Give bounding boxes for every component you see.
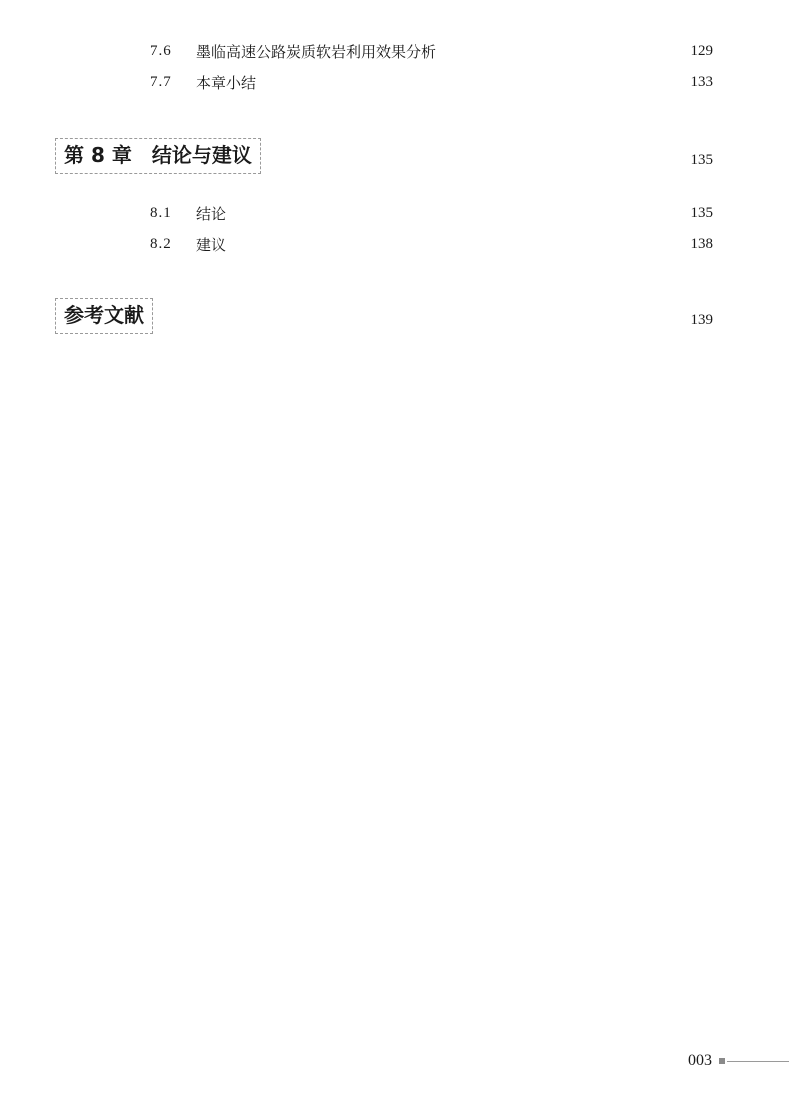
section-title: 本章小结 — [196, 73, 257, 92]
section-number: 8.1 — [150, 204, 172, 221]
dot-leader — [444, 40, 671, 62]
dot-leader — [165, 305, 671, 327]
dot-leader — [234, 233, 671, 255]
section-title: 结论 — [196, 204, 227, 223]
chapter-label: 第 8 章 — [64, 143, 132, 167]
footer-square-marker — [719, 1058, 725, 1064]
dot-leader — [264, 71, 671, 93]
chapter-heading-box — [55, 138, 261, 174]
section-number: 7.7 — [150, 73, 172, 90]
page-number: 129 — [690, 42, 713, 59]
page-footer — [688, 1052, 789, 1070]
section-title: 建议 — [196, 235, 227, 254]
page-number: 139 — [690, 311, 713, 328]
page-number: 133 — [690, 73, 713, 90]
references-title: 参考文献 — [64, 303, 144, 327]
footer-page-number: 003 — [688, 1052, 712, 1069]
toc-entry-8-1[interactable] — [150, 202, 713, 224]
section-title: 墨临高速公路炭质软岩利用效果分析 — [196, 42, 437, 61]
toc-entry-7-7[interactable] — [150, 71, 713, 93]
chapter-title: 结论与建议 — [151, 143, 252, 167]
section-number: 8.2 — [150, 235, 172, 252]
toc-entry-8-2[interactable] — [150, 233, 713, 255]
page-number: 135 — [690, 151, 713, 168]
toc-entry-7-6[interactable] — [150, 40, 713, 62]
toc-chapter-8[interactable] — [55, 139, 713, 173]
footer-rule — [727, 1061, 789, 1062]
toc-references[interactable] — [55, 299, 713, 333]
dot-leader — [234, 202, 671, 224]
page-number: 135 — [690, 204, 713, 221]
section-number: 7.6 — [150, 42, 172, 59]
dot-leader — [273, 145, 671, 167]
page-number: 138 — [690, 235, 713, 252]
references-heading-box — [55, 298, 153, 334]
